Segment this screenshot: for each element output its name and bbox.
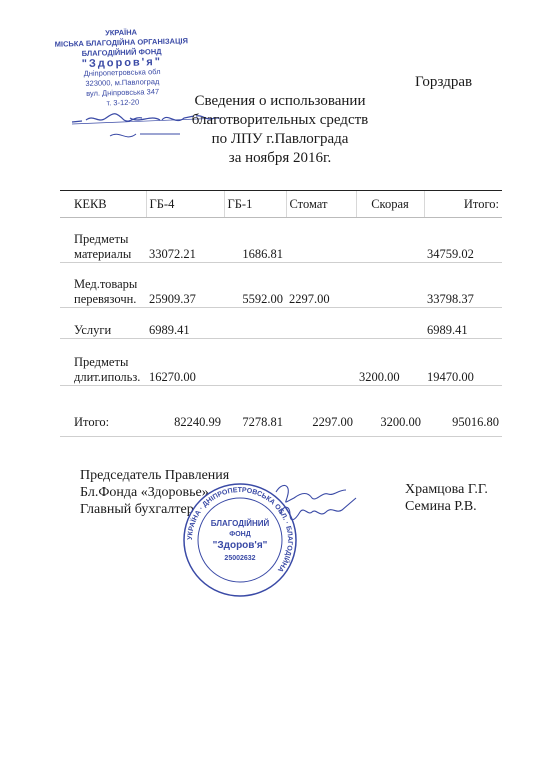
cell-stomat [286,339,356,386]
cell-gb1: 1686.81 [224,218,286,263]
title-line-1: Сведения о использовании [194,93,366,109]
cell-stomat: 2297.00 [286,263,356,308]
cell-skoraya [356,308,424,339]
row-label: Итого: [60,386,146,437]
row-label: Услуги [60,308,146,339]
cell-skoraya: 3200.00 [356,386,424,437]
cell-gb4: 16270.00 [146,339,224,386]
header-stomat: Стомат [286,191,356,218]
stamp-line-org: МІСЬКА БЛАГОДІЙНА ОРГАНІЗАЦІЯ [54,36,189,49]
cell-itogo: 6989.41 [424,308,502,339]
title-line-4: за ноября 2016г. [228,150,332,166]
cell-itogo: 95016.80 [424,386,502,437]
chairman-name: Храмцова Г.Г. [405,482,488,497]
document-title [120,92,440,168]
cell-gb4: 33072.21 [146,218,224,263]
stamp-line-name: "Здоров'я" [81,55,163,71]
cell-stomat [286,308,356,339]
cell-itogo: 34759.02 [424,218,502,263]
cell-gb4: 82240.99 [146,386,224,437]
expenses-table [60,190,502,437]
cell-gb1: 5592.00 [224,263,286,308]
stamp-line-street: вул. Дніпровська 347 [86,87,160,98]
handwritten-signature [270,478,370,528]
seal-inner-line1: БЛАГОДІЙНИЙ [210,519,270,528]
seal-code: 25002632 [224,555,256,562]
table-row [60,308,502,339]
seal-inner-line2: ФОНД [229,531,251,538]
cell-gb4: 25909.37 [146,263,224,308]
header-gb1: ГБ-1 [224,191,286,218]
cell-stomat [286,218,356,263]
row-label: Мед.товары перевязочн. [60,263,146,308]
cell-skoraya: 3200.00 [356,339,424,386]
title-line-3: по ЛПУ г.Павлограда [211,131,349,147]
cell-gb1 [224,339,286,386]
signatories-right [405,481,488,515]
header-itogo: Итого: [424,191,502,218]
chairman-title: Председатель Правления [80,468,230,483]
header-gb4: ГБ-4 [146,191,224,218]
stamp-line-city: 323000, м.Павлоград [85,77,160,88]
table-row [60,218,502,263]
stamp-line-country: УКРАЇНА [105,27,138,38]
cell-gb1: 7278.81 [224,386,286,437]
accountant-title: Главный бухгалтер [80,502,194,517]
table-row [60,263,502,308]
cell-stomat: 2297.00 [286,386,356,437]
stamp-line-region: Дніпропетровська обл [83,66,161,79]
cell-itogo: 33798.37 [424,263,502,308]
cell-gb4: 6989.41 [146,308,224,339]
header-kekv: КЕКВ [60,191,146,218]
stamp-line-fund: БЛАГОДІЙНИЙ ФОНД [81,46,162,59]
cell-skoraya [356,263,424,308]
title-line-2: благотворительных средств [191,112,369,128]
seal-inner-line3: "Здоров'я" [212,540,268,551]
stamp-line-phone: т. 3-12-20 [106,97,140,108]
table-row [60,339,502,386]
cell-itogo: 19470.00 [424,339,502,386]
row-label: Предметы длит.ипольз. [60,339,146,386]
table-row-total [60,386,502,437]
seal-outer-text: УКРАЇНА · ДНІПРОПЕТРОВСЬКА ОБЛ. · БЛАГОДІЙНА [186,486,294,574]
accountant-name: Семина Р.В. [405,499,477,514]
cell-gb1 [224,308,286,339]
recipient-label: Горздрав [415,74,473,90]
header-skoraya: Скорая [356,191,424,218]
row-label: Предметы материалы [60,218,146,263]
cell-skoraya [356,218,424,263]
table-header-row [60,191,502,218]
fund-name: Бл.Фонда «Здоровье» [80,485,209,500]
